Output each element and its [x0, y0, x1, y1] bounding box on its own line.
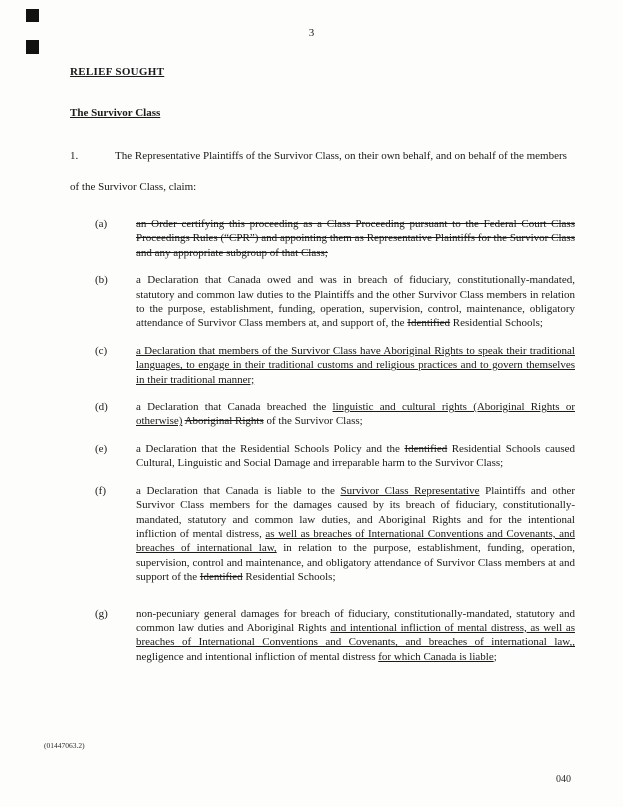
bates-number: 040 [556, 774, 571, 785]
claim-text [136, 442, 575, 471]
scan-artifact [26, 9, 39, 22]
claim-text-segment-plain: a Declaration that Canada owed and was in breach of fiduciary, constitutionally-mandated, statutory and common law duties to the Plaintiffs and the other Survivor Class members in relation to the purpose, establishment, funding, operation, supervision, control, maintenance, obligatory attendance of Survivor Class members at, and support of, the [136, 274, 575, 330]
claim-text-segment-underline: Survivor Class Representative [340, 484, 480, 497]
claim-text [136, 607, 575, 665]
claim-text-segment-underline: and intentional infliction of mental distress, as well as breaches of International Conventions and Covenants, and breaches of international law,, [136, 621, 575, 649]
claims-list [95, 217, 575, 664]
claim-item [95, 484, 575, 585]
claim-text [136, 217, 575, 260]
claim-text-segment-plain: in relation to the purpose, establishment, funding, operation, supervision, control and maintenance, and obligatory attendance of Survivor Class members at and support of the [136, 542, 575, 584]
claim-text-segment-plain: ; [493, 650, 497, 663]
claim-text-segment-underline: as well as breaches of International Conventions and Covenants, and breaches of international law, [136, 527, 575, 555]
claim-text-segment-strike: Aboriginal Rights [184, 415, 264, 428]
claim-text-segment-plain: a Declaration that Canada breached the [136, 401, 333, 414]
claim-text-segment-underline: linguistic and cultural rights (Aboriginal Rights or otherwise) [136, 401, 575, 428]
claim-text-segment-underline: for which Canada is liable [378, 650, 494, 663]
claim-text-segment-plain: Plaintiffs and other Survivor Class members for the damages caused by its breach of fiduciary, constitutionally-mandated, statutory and common law duties, and Aboriginal Rights and for the intentional infliction of mental distress, [136, 484, 575, 540]
relief-sought-heading: RELIEF SOUGHT [70, 66, 165, 78]
page-number: 3 [308, 27, 315, 39]
claim-item [95, 344, 575, 387]
claim-item [95, 400, 575, 429]
claim-text-segment-strike: Identified [407, 317, 451, 330]
claim-text-segment-plain: Residential Schools; [242, 571, 336, 584]
document-id: (01447063.2) [44, 741, 85, 750]
intro-text: The Representative Plaintiffs of the Survivor Class, on their own behalf, and on behalf of the members of the Survivor Class, claim: [70, 150, 567, 193]
claim-text-segment-plain: Residential Schools; [450, 317, 543, 330]
document-body [70, 66, 575, 677]
claim-text-segment-plain: non-pecuniary general damages for breach of fiduciary, constitutionally-mandated, statutory and common law duties and Aboriginal Rights [136, 607, 575, 634]
claim-label: (e) [95, 442, 108, 455]
claim-item [95, 217, 575, 260]
claim-text-segment-plain: Residential Schools caused Cultural, Linguistic and Social Damage and irreparable harm to the Survivor Class; [136, 442, 575, 470]
claim-label: (f) [95, 484, 106, 497]
paragraph-number: 1. [70, 150, 79, 162]
claim-item [95, 607, 575, 665]
scan-artifact [26, 40, 39, 54]
claim-text-segment-strike: an Order certifying this proceeding as a Class Proceeding pursuant to the Federal Court Class Proceedings Rules (“CPR”) and appointing them as Representative Plaintiffs for the Survivor Class and any appropriate subgroup of that Class; [136, 218, 575, 259]
claim-label: (b) [95, 274, 108, 287]
intro-paragraph [70, 141, 575, 203]
claim-label: (d) [95, 401, 108, 414]
claim-text [136, 273, 575, 331]
claim-label: (a) [95, 218, 108, 230]
survivor-class-heading: The Survivor Class [70, 107, 161, 119]
claim-text-segment-underline: a Declaration that members of the Survivor Class have Aboriginal Rights to speak their traditional languages, to engage in their traditional customs and religious practices and to govern themselves in their traditional manner; [136, 344, 575, 386]
claim-text-segment-plain: a Declaration that Canada is liable to the [136, 484, 341, 497]
claim-text [136, 400, 575, 429]
claim-label: (c) [95, 344, 108, 357]
claim-text-segment-strike: Identified [404, 442, 448, 455]
claim-text [136, 484, 575, 585]
claim-label: (g) [95, 607, 108, 620]
claim-item [95, 273, 575, 331]
claim-text-segment-plain: a Declaration that the Residential Schools Policy and the [136, 442, 405, 455]
claim-item [95, 442, 575, 471]
claim-text [136, 344, 575, 387]
claim-text-segment-plain: negligence and intentional infliction of mental distress [136, 650, 379, 663]
claim-text-segment-strike: Identified [199, 571, 243, 584]
claim-text-segment-plain: of the Survivor Class; [263, 415, 363, 428]
